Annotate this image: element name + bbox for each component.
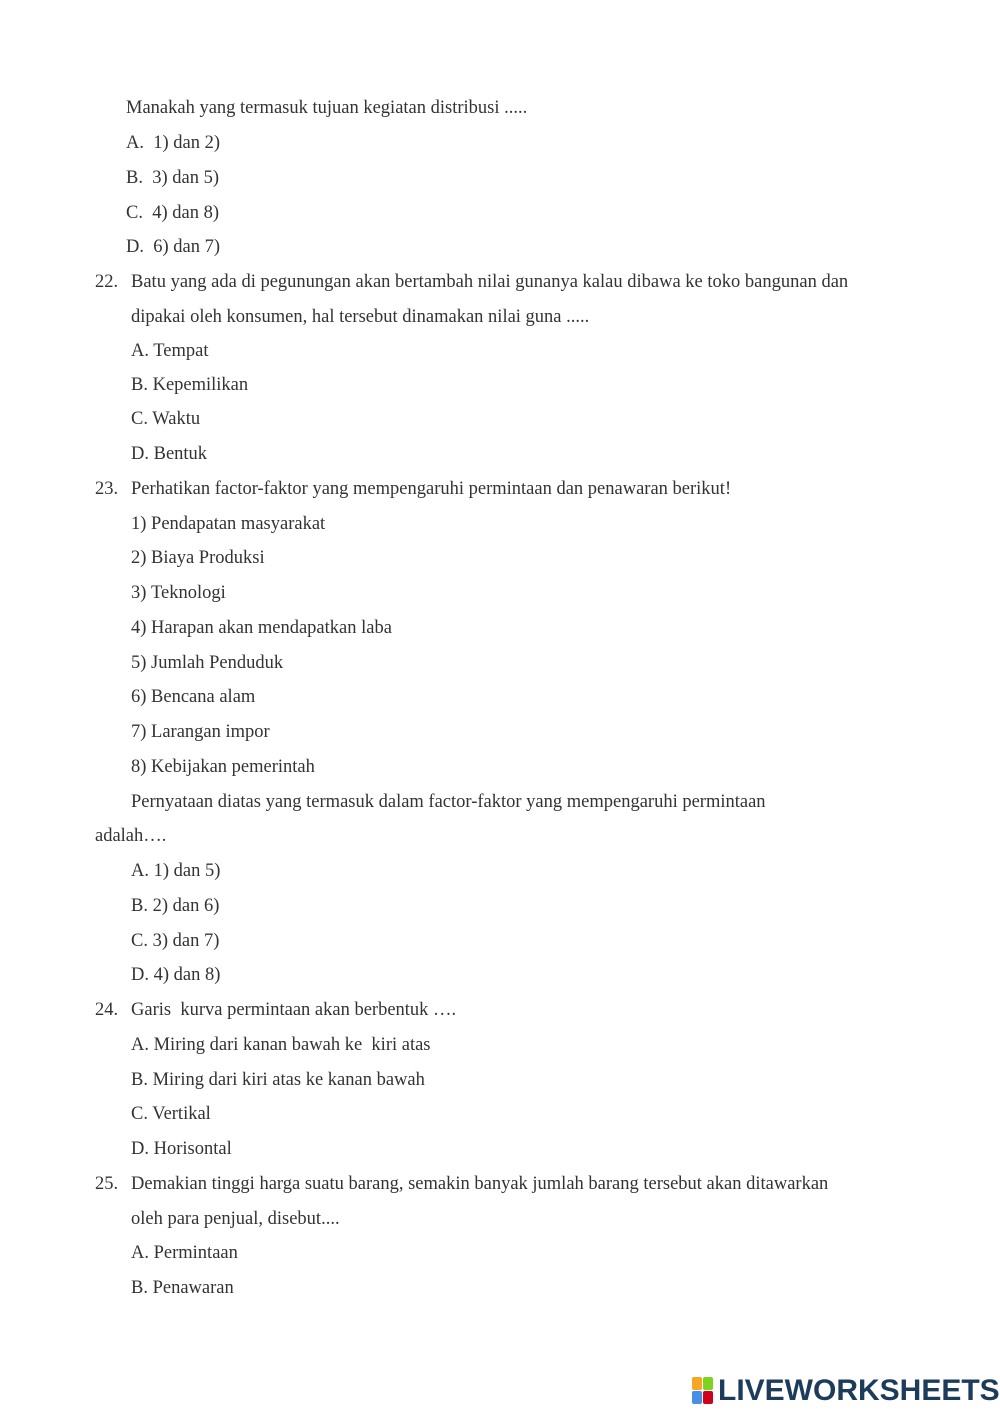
q23-statement-line1: Pernyataan diatas yang termasuk dalam factor-faktor yang mempengaruhi permintaan [131, 792, 766, 812]
q23-item-5: 5) Jumlah Penduduk [131, 653, 284, 673]
q23-option-c: C. 3) dan 7) [131, 931, 220, 951]
q25-text-line2: oleh para penjual, disebut.... [131, 1209, 340, 1229]
q24-question: Garis kurva permintaan akan berbentuk …. [131, 1000, 457, 1020]
q24-option-d: D. Horisontal [131, 1139, 232, 1159]
q21-option-d: D. 6) dan 7) [126, 237, 221, 257]
q23-number: 23. [95, 479, 119, 499]
q23-item-2: 2) Biaya Produksi [131, 548, 265, 568]
q23-item-1: 1) Pendapatan masyarakat [131, 514, 326, 534]
q22-option-c: C. Waktu [131, 409, 201, 429]
q25-text-line1: Demakian tinggi harga suatu barang, semakin banyak jumlah barang tersebut akan ditawarkan [131, 1174, 829, 1194]
q23-option-b: B. 2) dan 6) [131, 896, 220, 916]
q24-number: 24. [95, 1000, 119, 1020]
q21-option-c: C. 4) dan 8) [126, 203, 219, 223]
q21-question: Manakah yang termasuk tujuan kegiatan distribusi ..... [126, 98, 528, 118]
q23-item-3: 3) Teknologi [131, 583, 226, 603]
liveworksheets-logo-icon [692, 1377, 714, 1405]
q22-text-line2: dipakai oleh konsumen, hal tersebut dinamakan nilai guna ..... [131, 307, 590, 327]
q25-option-b: B. Penawaran [131, 1278, 234, 1298]
q21-option-a: A. 1) dan 2) [126, 133, 221, 153]
q23-item-4: 4) Harapan akan mendapatkan laba [131, 618, 392, 638]
q24-option-c: C. Vertikal [131, 1104, 211, 1124]
liveworksheets-logo-text: LIVEWORKSHEETS [718, 1374, 1000, 1407]
q25-number: 25. [95, 1174, 119, 1194]
q21-option-b: B. 3) dan 5) [126, 168, 219, 188]
q23-option-d: D. 4) dan 8) [131, 965, 221, 985]
q23-option-a: A. 1) dan 5) [131, 861, 221, 881]
liveworksheets-logo[interactable] [692, 1374, 1000, 1408]
q22-option-a: A. Tempat [131, 341, 209, 361]
q23-question: Perhatikan factor-faktor yang mempengaruhi permintaan dan penawaran berikut! [131, 479, 732, 499]
q23-item-7: 7) Larangan impor [131, 722, 270, 742]
q22-number: 22. [95, 272, 119, 292]
q25-option-a: A. Permintaan [131, 1243, 238, 1263]
q22-option-d: D. Bentuk [131, 444, 208, 464]
q22-text-line1: Batu yang ada di pegunungan akan bertambah nilai gunanya kalau dibawa ke toko bangunan dan [131, 272, 849, 292]
q22-option-b: B. Kepemilikan [131, 375, 249, 395]
q23-item-6: 6) Bencana alam [131, 687, 256, 707]
q24-option-b: B. Miring dari kiri atas ke kanan bawah [131, 1070, 425, 1090]
q24-option-a: A. Miring dari kanan bawah ke kiri atas [131, 1035, 431, 1055]
q23-item-8: 8) Kebijakan pemerintah [131, 757, 315, 777]
q23-statement-line2: adalah…. [95, 826, 167, 846]
